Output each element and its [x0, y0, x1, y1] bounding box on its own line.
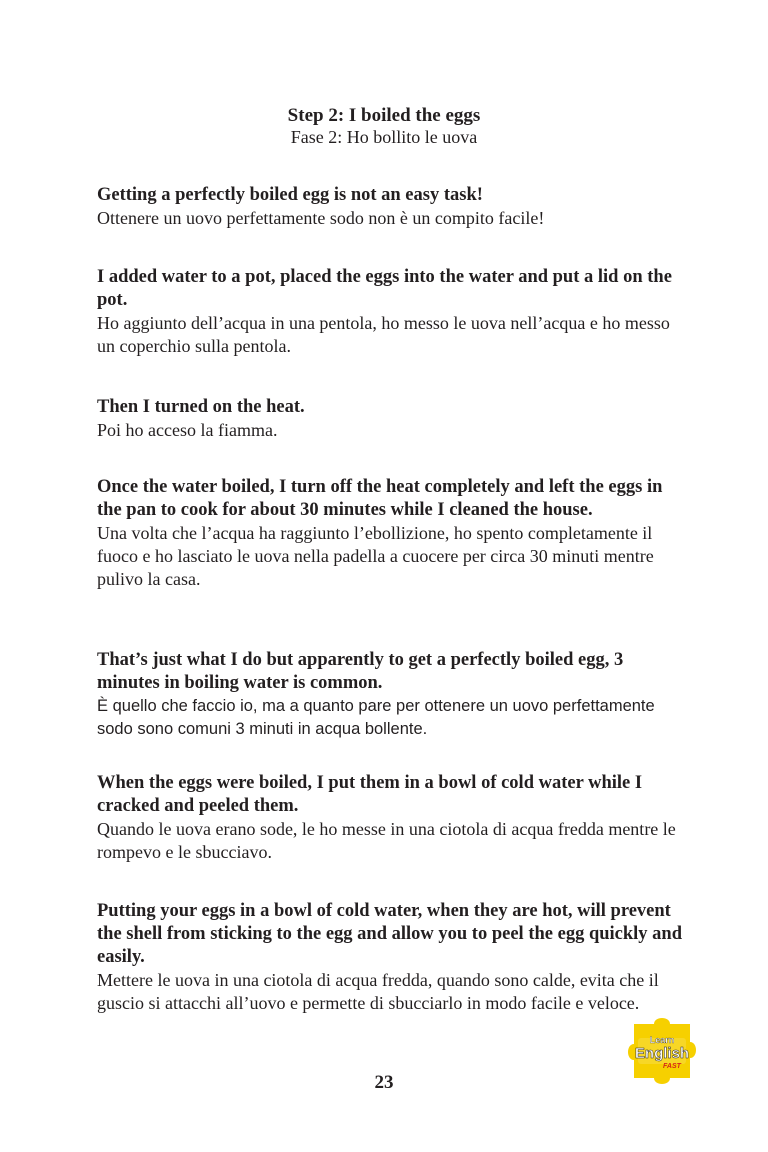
step-subtitle: Fase 2: Ho bollito le uova: [290, 127, 478, 147]
page-number: 23: [374, 1072, 394, 1093]
logo-text-fast: FAST: [663, 1063, 681, 1070]
english-sentence: Putting your eggs in a bowl of cold water, when they are hot, will prevent the shell from sticking to the egg and allow you to peel the egg quickly and easily.: [97, 901, 682, 967]
paragraph-5: [97, 649, 687, 741]
logo-text-learn: Learn: [649, 1035, 675, 1045]
english-sentence: When the eggs were boiled, I put them in a bowl of cold water while I cracked and peeled them.: [97, 773, 643, 816]
paragraph-1: [97, 184, 687, 230]
english-sentence: I added water to a pot, placed the eggs into the water and put a lid on the pot.: [97, 267, 672, 310]
italian-translation: Poi ho acceso la fiamma.: [97, 420, 278, 440]
english-sentence: That’s just what I do but apparently to get a perfectly boiled egg, 3 minutes in boiling water is common.: [97, 650, 624, 693]
italian-translation: Una volta che l’acqua ha raggiunto l’ebollizione, ho spento completamente il fuoco e ho lasciato le uova nella padella a cuocere per circa 30 minuti mentre pulivo la casa.: [97, 523, 654, 589]
paragraph-2: [97, 266, 687, 358]
paragraph-7: [97, 900, 687, 1015]
paragraph-6: [97, 772, 687, 864]
logo-text-english: English: [634, 1045, 690, 1062]
step-title: Step 2: I boiled the eggs: [287, 105, 481, 126]
italian-translation: Quando le uova erano sode, le ho messe in una ciotola di acqua fredda mentre le rompevo e le sbucciavo.: [97, 819, 676, 862]
paragraph-4: [97, 476, 687, 591]
english-sentence: Getting a perfectly boiled egg is not an easy task!: [97, 185, 483, 205]
italian-translation: Ottenere un uovo perfettamente sodo non è un compito facile!: [97, 208, 545, 228]
italian-translation: Mettere le uova in una ciotola di acqua fredda, quando sono calde, evita che il guscio si attacchi all’uovo e permette di sbucciarlo in modo facile e veloce.: [97, 970, 659, 1013]
paragraph-3: [97, 396, 687, 442]
english-sentence: Then I turned on the heat.: [97, 397, 305, 417]
english-sentence: Once the water boiled, I turn off the heat completely and left the eggs in the pan to cook for about 30 minutes while I cleaned the house.: [97, 477, 663, 520]
italian-translation: Ho aggiunto dell’acqua in una pentola, ho messo le uova nell’acqua e ho messo un coperchio sulla pentola.: [97, 313, 670, 356]
italian-translation: È quello che faccio io, ma a quanto pare per ottenere un uovo perfettamente sodo sono comuni 3 minuti in acqua bollente.: [97, 697, 655, 738]
